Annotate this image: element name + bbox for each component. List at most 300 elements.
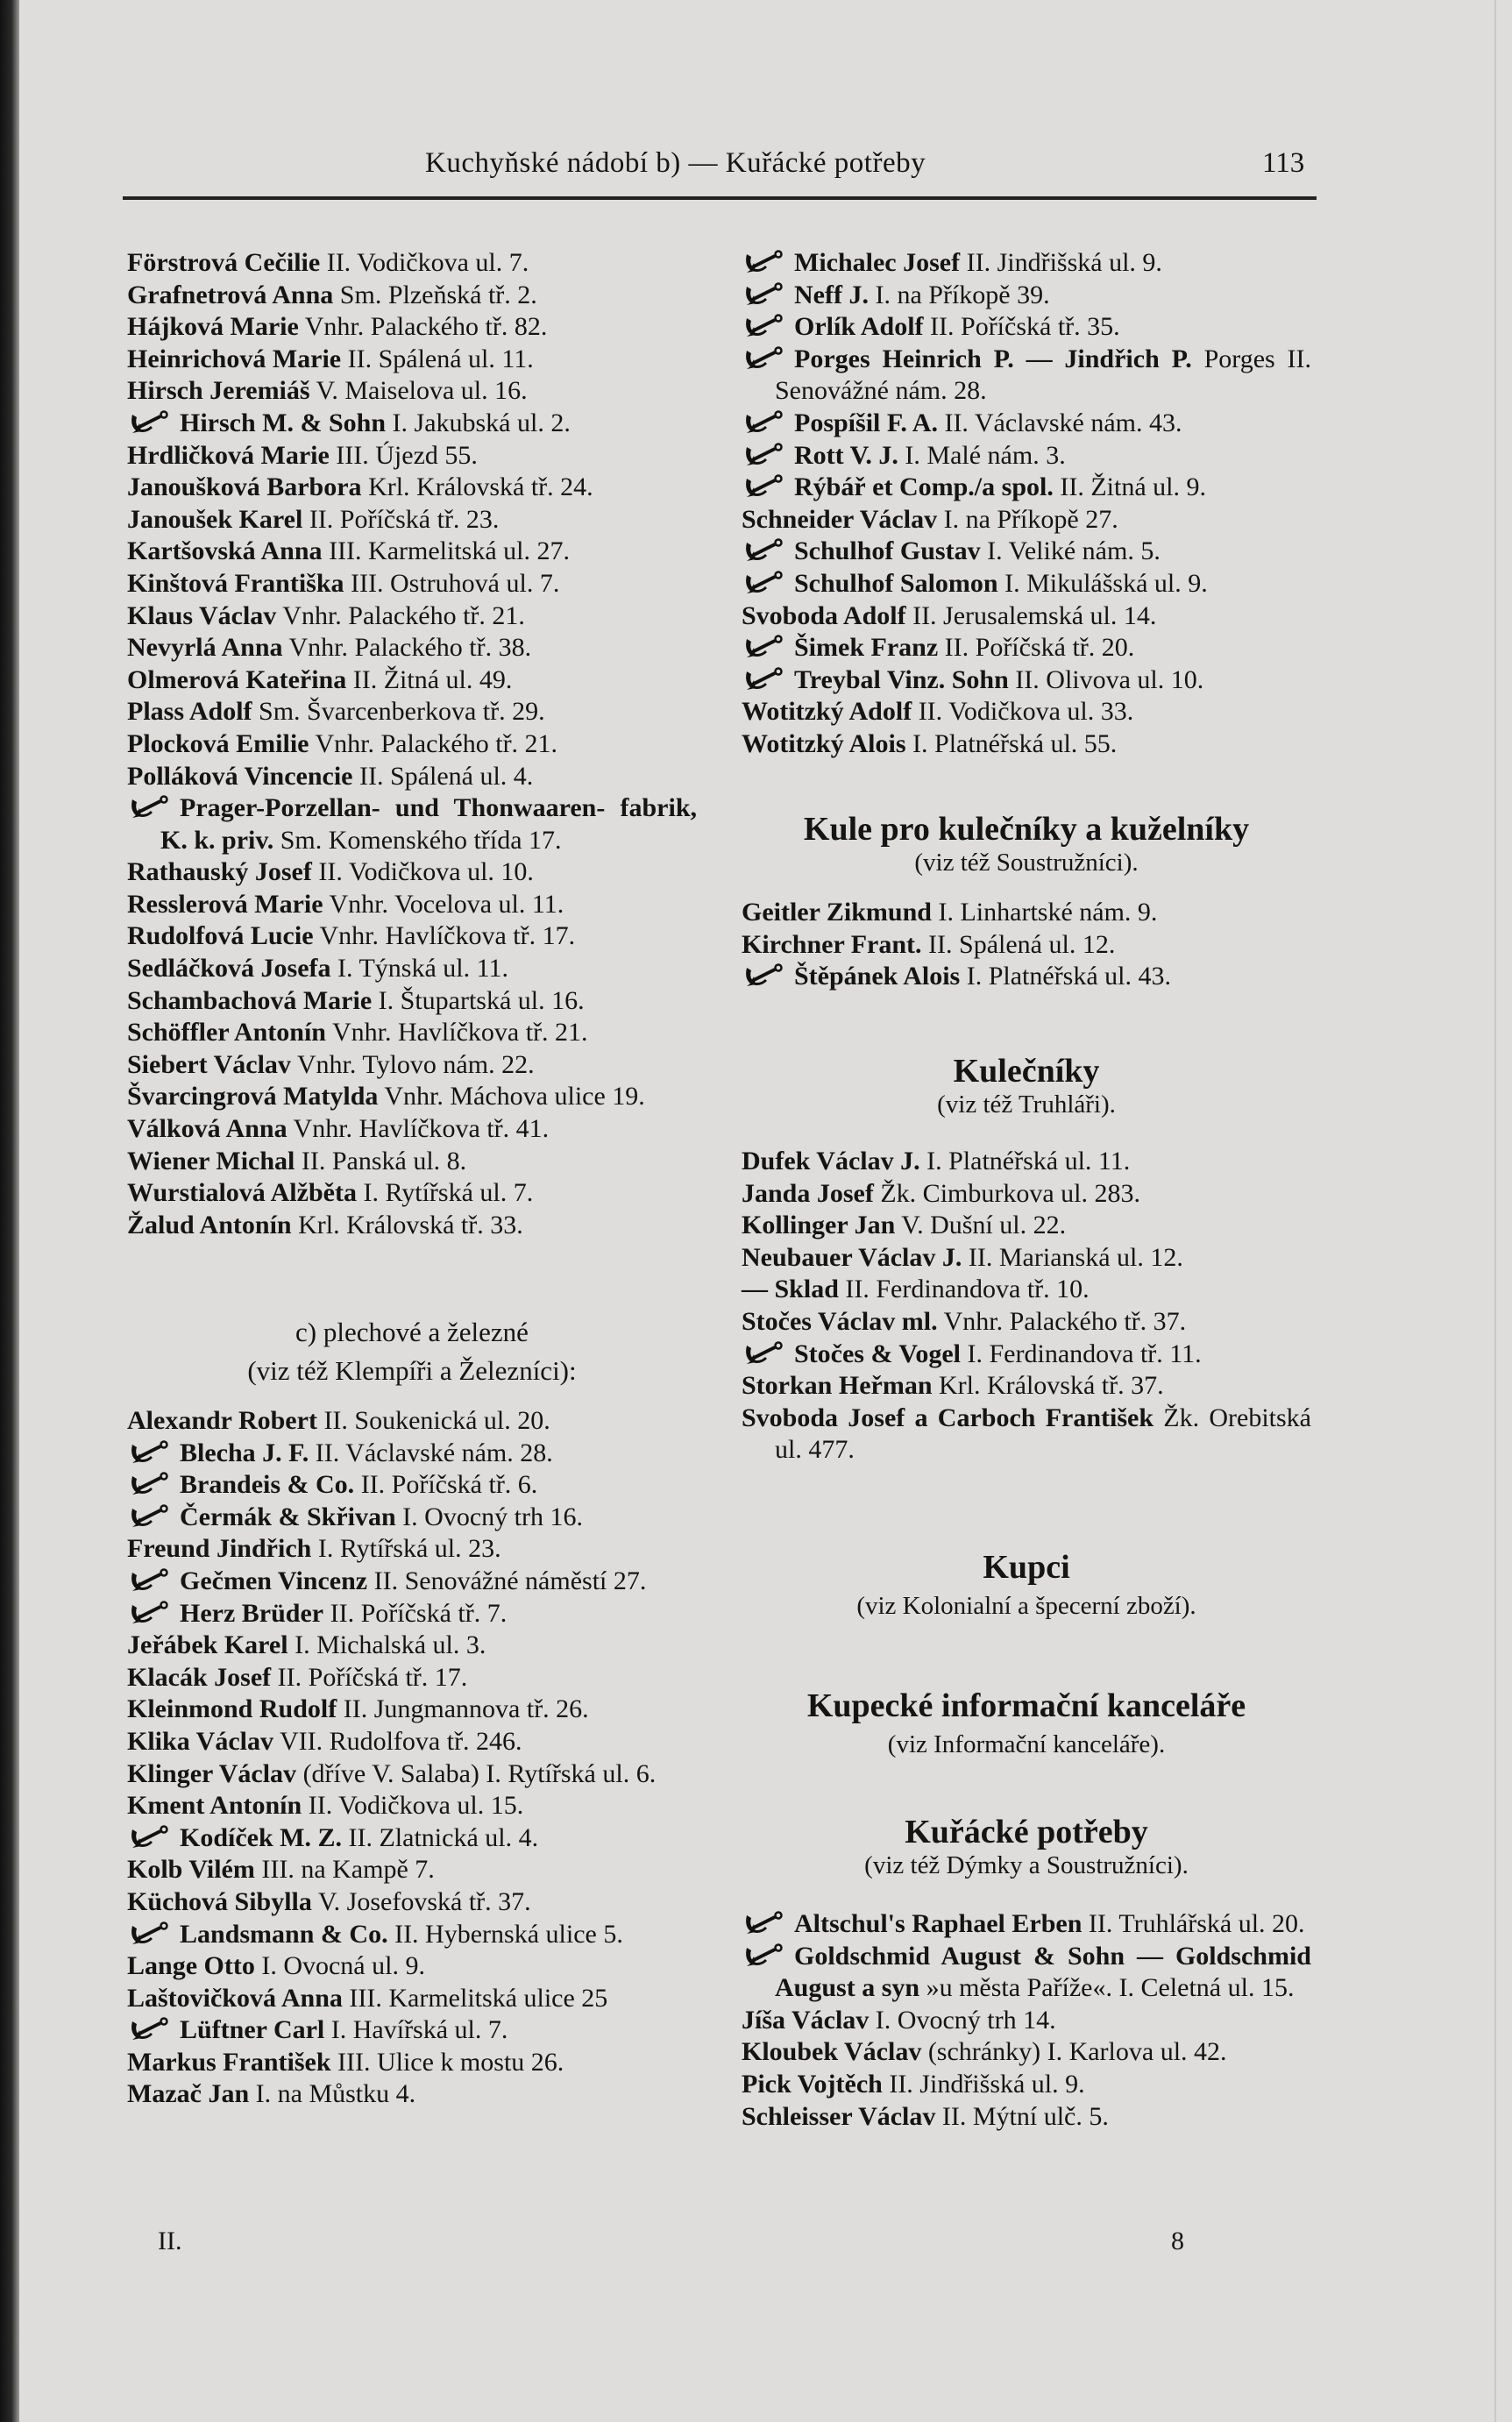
entry-address: I. Mikulášská ul. 9.	[1004, 568, 1208, 598]
entry-address: III. Ostruhová ul. 7.	[351, 568, 560, 598]
entry-address: II. Mýtní ulč. 5.	[941, 2101, 1109, 2131]
entry-name: Orlík Adolf	[794, 312, 924, 342]
entry-address: I. na Příkopě 27.	[943, 504, 1118, 534]
entry-address: V. Dušní ul. 22.	[901, 1211, 1067, 1240]
entry-name: Švarcingrová Matylda	[127, 1082, 379, 1112]
entry-address: I. Ovocný trh 16.	[402, 1502, 583, 1531]
entry-address: I. Štupartská ul. 16.	[378, 985, 585, 1015]
list-item	[127, 1758, 697, 1791]
list-item	[127, 600, 697, 633]
entry-address: I. Ovocná ul. 9.	[261, 1951, 425, 1981]
entry-address: II. Soukenická ul. 20.	[323, 1406, 550, 1435]
entry-name: Laštovičková Anna	[127, 1983, 343, 2013]
entry-address: I. na Můstku 4.	[255, 2079, 416, 2109]
entry-name: Wiener Michal	[127, 1146, 295, 1175]
anchor-icon	[742, 634, 794, 658]
list-item	[127, 504, 697, 536]
entry-address: Krl. Královská tř. 37.	[939, 1371, 1164, 1401]
list-item	[127, 1017, 697, 1049]
anchor-icon	[742, 666, 794, 691]
list-item	[742, 536, 1311, 568]
entry-address: II. Spálená ul. 12.	[928, 929, 1116, 959]
entry-address: III. Ulice k mostu 26.	[337, 2047, 564, 2077]
entry-name: Hirsch M. & Sohn	[180, 408, 387, 437]
entry-address: II. Spálená ul. 11.	[347, 344, 534, 373]
list-item	[127, 953, 697, 985]
entry-name: Michalec Josef	[794, 248, 961, 277]
entry-name: Pospíšil F. A.	[794, 408, 938, 437]
entry-address: II. Poříčská tř. 17.	[277, 1662, 468, 1692]
list-item	[127, 1049, 697, 1082]
list-item	[742, 1306, 1311, 1339]
list-item	[127, 1081, 697, 1113]
entry-address: Vnhr. Palackého tř. 37.	[943, 1306, 1187, 1336]
list-item	[127, 375, 697, 408]
list-item	[742, 440, 1311, 472]
left-footer: II.	[158, 2227, 182, 2255]
list-item	[127, 761, 697, 793]
entry-address: I. Platnéřská ul. 11.	[926, 1147, 1131, 1175]
list-item	[742, 664, 1311, 697]
anchor-icon	[742, 249, 794, 273]
entry-name: Janoušek Karel	[127, 504, 303, 534]
entry-name: Herz Brüder	[180, 1598, 324, 1628]
kule-list	[742, 897, 1311, 993]
list-item	[127, 1630, 697, 1662]
anchor-icon	[742, 537, 794, 562]
entry-address: II. Vodičkova ul. 10.	[318, 857, 534, 887]
anchor-icon	[127, 1567, 180, 1592]
entry-address: II. Jerusalemská ul. 14.	[912, 600, 1157, 630]
entry-name: Kolb Vilém	[127, 1855, 255, 1885]
section-title: Kuřácké potřeby	[905, 1814, 1148, 1850]
entry-address: I. Veliké nám. 5.	[987, 536, 1161, 566]
list-item	[742, 568, 1311, 600]
entry-name: Jíša Václav	[742, 2005, 870, 2035]
list-item	[127, 920, 697, 953]
entry-name: Válková Anna	[127, 1114, 287, 1144]
entry-name: Svoboda Josef a Carboch František	[742, 1403, 1154, 1432]
list-item	[127, 856, 697, 889]
scan-right-edge	[1494, 0, 1496, 2422]
entry-address: I. Týnská ul. 11.	[337, 954, 508, 984]
right-list-1	[742, 247, 1311, 761]
list-item	[127, 728, 697, 761]
list-item	[127, 344, 697, 376]
list-item	[742, 247, 1311, 280]
list-item	[127, 1566, 697, 1598]
entry-name: Rýbář et Comp./a spol.	[794, 472, 1054, 502]
section-title: Kupecké informační kanceláře	[806, 1687, 1246, 1724]
entry-address: II. Poříčská tř. 7.	[330, 1598, 508, 1628]
list-item	[127, 1469, 697, 1502]
anchor-icon	[127, 1921, 180, 1945]
entry-name: Schulhof Salomon	[794, 568, 998, 598]
entry-name: Wotitzký Alois	[742, 728, 906, 758]
anchor-icon	[127, 409, 180, 434]
section-see-also: (viz též Klempíři a Železníci):	[247, 1355, 577, 1386]
entry-name: Mazač Jan	[127, 2079, 250, 2109]
entry-address: II. Jindřišská ul. 9.	[966, 248, 1162, 277]
entry-address: III. Karmelitská ul. 27.	[329, 536, 570, 566]
entry-address: II. Ferdinandova tř. 10.	[845, 1275, 1090, 1304]
entry-name: Polláková Vincencie	[127, 761, 353, 791]
list-item	[127, 1662, 697, 1694]
list-item	[742, 728, 1311, 761]
entry-address: I. Jakubská ul. 2.	[392, 408, 571, 437]
entry-address: II. Žitná ul. 49.	[352, 664, 513, 694]
list-item	[127, 1790, 697, 1822]
entry-name: Küchová Sibylla	[127, 1886, 312, 1916]
entry-address: II. Truhlářská ul. 20.	[1088, 1909, 1305, 1938]
anchor-icon	[127, 1439, 180, 1464]
section-see-also: (viz též Dýmky a Soustružníci).	[864, 1851, 1189, 1879]
kulecniky-list	[742, 1146, 1311, 1467]
list-item	[742, 696, 1311, 728]
section-title: c) plechové a železné	[295, 1317, 529, 1347]
entry-address: I. Havířská ul. 7.	[330, 2015, 508, 2045]
entry-name: Žalud Antonín	[127, 1210, 292, 1239]
list-item	[127, 2014, 697, 2047]
list-item	[127, 1177, 697, 1210]
entry-address: I. Platnéřská ul. 43.	[966, 962, 1172, 991]
entry-name: Geitler Zikmund	[742, 898, 932, 927]
entry-name: Schneider Václav	[742, 504, 938, 534]
anchor-icon	[742, 1340, 794, 1365]
list-item	[742, 1370, 1311, 1403]
list-item	[127, 1886, 697, 1919]
entry-name: Kloubek Václav	[742, 2037, 922, 2067]
anchor-icon	[742, 1943, 794, 1967]
list-item	[127, 472, 697, 504]
section-see-also: (viz Informační kanceláře).	[887, 1730, 1166, 1758]
entry-name: Förstrová Cečilie	[127, 248, 321, 277]
entry-name: Schulhof Gustav	[794, 536, 981, 566]
entry-address: Vnhr. Palackého tř. 21.	[282, 600, 525, 630]
entry-name: Janda Josef	[742, 1178, 874, 1208]
list-item	[127, 280, 697, 312]
entry-address: I. Ferdinandova tř. 11.	[967, 1339, 1202, 1368]
list-item	[742, 961, 1311, 993]
entry-name: — Sklad	[742, 1275, 839, 1304]
entry-name: Neubauer Václav J.	[742, 1242, 962, 1272]
entry-name: Sedláčková Josefa	[127, 954, 331, 984]
list-item	[742, 897, 1311, 929]
list-item	[127, 1113, 697, 1146]
list-item	[127, 696, 697, 728]
entry-address: I. na Příkopě 39.	[875, 280, 1050, 309]
list-item	[127, 1533, 697, 1566]
entry-name: Wotitzký Adolf	[742, 697, 912, 727]
list-item	[127, 1694, 697, 1726]
entry-address: II. Marianská ul. 12.	[968, 1242, 1183, 1272]
entry-name: Stočes & Vogel	[794, 1339, 961, 1368]
entry-address: Vnhr. Palackého tř. 82.	[304, 312, 548, 342]
anchor-icon	[742, 345, 794, 370]
entry-address: V. Maiselova ul. 16.	[316, 376, 528, 406]
entry-name: Nevyrlá Anna	[127, 633, 283, 663]
entry-address: »u města Paříže«. I. Celetná ul. 15.	[926, 1973, 1295, 2003]
list-item	[127, 247, 697, 280]
list-item	[127, 889, 697, 921]
entry-name: Šimek Franz	[794, 633, 939, 663]
entry-name: Resslerová Marie	[127, 889, 323, 919]
entry-name: Dufek Václav J.	[742, 1147, 920, 1175]
entry-address: (schránky) I. Karlova ul. 42.	[927, 2037, 1227, 2067]
entry-name: Prager-Porzellan- und Thonwaaren- fabrik, K. k. priv.	[160, 793, 697, 855]
entry-name: Klaus Václav	[127, 600, 277, 630]
left-list-2	[127, 1405, 697, 2111]
entry-name: Klika Václav	[127, 1726, 273, 1756]
entry-name: Blecha J. F.	[180, 1438, 309, 1467]
anchor-icon	[742, 473, 794, 498]
entry-name: Alexandr Robert	[127, 1406, 317, 1435]
entry-name: Rott V. J.	[794, 440, 898, 470]
entry-address: I. Linhartské nám. 9.	[938, 898, 1158, 927]
list-item	[742, 344, 1311, 408]
list-item	[127, 2047, 697, 2079]
anchor-icon	[742, 570, 794, 594]
entry-name: Lange Otto	[127, 1951, 255, 1981]
entry-address: II. Žitná ul. 9.	[1060, 472, 1206, 502]
anchor-icon	[742, 313, 794, 337]
list-item	[742, 929, 1311, 962]
entry-name: Klinger Václav	[127, 1758, 297, 1788]
page-number: 113	[1262, 147, 1305, 179]
entry-address: Žk. Orebitská ul. 477.	[775, 1403, 1311, 1465]
entry-address: II. Václavské nám. 28.	[315, 1438, 553, 1467]
anchor-icon	[127, 1824, 180, 1849]
entry-name: Markus František	[127, 2047, 331, 2077]
entry-name: Štěpánek Alois	[794, 962, 961, 991]
entry-address: I. Rytířská ul. 7.	[363, 1178, 534, 1208]
entry-name: Landsmann & Co.	[180, 1919, 388, 1949]
entry-address: II. Senovážné náměstí 27.	[373, 1566, 647, 1595]
anchor-icon	[742, 962, 794, 987]
list-item	[742, 1941, 1311, 2005]
entry-name: Rathauský Josef	[127, 857, 312, 887]
anchor-icon	[127, 1503, 180, 1528]
entry-name: Hrdličková Marie	[127, 440, 330, 470]
list-item	[742, 1339, 1311, 1371]
entry-address: II. Václavské nám. 43.	[944, 408, 1182, 437]
entry-name: Hájková Marie	[127, 312, 299, 342]
entry-address: Vnhr. Palackého tř. 38.	[288, 633, 532, 663]
section-see-also: (viz též Soustružníci).	[914, 849, 1139, 877]
section-c-heading	[127, 1317, 697, 1387]
entry-name: Wurstialová Alžběta	[127, 1178, 357, 1208]
list-item	[742, 1242, 1311, 1275]
entry-address: II. Hybernská ulice 5.	[394, 1919, 623, 1949]
entry-address: Vnhr. Vocelova ul. 11.	[329, 889, 564, 919]
entry-name: Schöffler Antonín	[127, 1018, 326, 1048]
list-item	[127, 792, 697, 856]
section-kule-heading	[742, 810, 1311, 877]
entry-name: Storkan Heřman	[742, 1371, 933, 1401]
entry-name: Neff J.	[794, 280, 869, 309]
list-item	[742, 1146, 1311, 1178]
entry-address: III. Újezd 55.	[336, 440, 478, 470]
anchor-icon	[742, 1910, 794, 1935]
entry-address: Sm. Plzeňská tř. 2.	[339, 280, 537, 309]
list-item	[127, 985, 697, 1018]
list-item	[127, 1502, 697, 1534]
section-see-also: (viz též Truhláři).	[937, 1090, 1116, 1119]
list-item	[127, 1405, 697, 1438]
entry-name: Olmerová Kateřina	[127, 664, 347, 694]
entry-name: Kodíček M. Z.	[180, 1822, 342, 1852]
list-item	[742, 1210, 1311, 1242]
entry-address: II. Panská ul. 8.	[301, 1146, 467, 1175]
list-item	[127, 1146, 697, 1178]
entry-name: Gečmen Vincenz	[180, 1566, 368, 1595]
entry-name: Kment Antonín	[127, 1791, 302, 1821]
anchor-icon	[127, 794, 180, 819]
anchor-icon	[742, 442, 794, 466]
list-item	[127, 440, 697, 472]
entry-address: Vnhr. Havlíčkova tř. 17.	[319, 921, 576, 951]
kuracke-list	[742, 1908, 1311, 2133]
entry-name: Freund Jindřich	[127, 1534, 312, 1564]
entry-address: Vnhr. Havlíčkova tř. 41.	[293, 1114, 550, 1144]
entry-name: Porges Heinrich P. — Jindřich P.	[794, 344, 1192, 373]
entry-name: Siebert Václav	[127, 1049, 291, 1079]
list-item	[742, 504, 1311, 536]
section-see-also: (viz Kolonialní a špecerní zboží).	[856, 1592, 1196, 1620]
entry-address: III. na Kampě 7.	[261, 1855, 435, 1885]
entry-name: Brandeis & Co.	[180, 1470, 355, 1500]
entry-address: Porges II. Senovážné nám. 28.	[775, 344, 1312, 406]
list-item	[127, 1950, 697, 1983]
entry-address: Vnhr. Tylovo nám. 22.	[296, 1049, 535, 1079]
list-item	[127, 568, 697, 600]
scan-left-edge	[0, 0, 19, 2422]
list-item	[742, 2069, 1311, 2101]
header-rule	[123, 196, 1317, 200]
entry-address: III. Karmelitská ulice 25	[349, 1983, 608, 2013]
left-list-1	[127, 247, 697, 1241]
entry-address: II. Poříčská tř. 35.	[930, 312, 1120, 342]
list-item	[127, 1438, 697, 1470]
entry-address: II. Jindřišská ul. 9.	[889, 2069, 1085, 2099]
entry-name: Kinštová Františka	[127, 568, 344, 598]
anchor-icon	[742, 281, 794, 306]
list-item	[127, 1919, 697, 1951]
list-item	[127, 664, 697, 697]
entry-address: II. Poříčská tř. 6.	[360, 1470, 538, 1500]
section-kupci-heading	[742, 1548, 1311, 1621]
list-item	[127, 1598, 697, 1630]
entry-name: Čermák & Skřivan	[180, 1502, 396, 1531]
anchor-icon	[127, 2016, 180, 2041]
entry-address: Vnhr. Máchova ulice 19.	[384, 1082, 645, 1112]
running-header: Kuchyňské nádobí b) — Kuřácké potřeby	[425, 147, 926, 179]
list-item	[742, 1403, 1311, 1467]
list-item	[127, 408, 697, 440]
section-title: Kupci	[983, 1549, 1070, 1586]
entry-name: Svoboda Adolf	[742, 600, 906, 630]
section-kuracke-heading	[742, 1813, 1311, 1880]
entry-name: Schambachová Marie	[127, 985, 373, 1015]
entry-address: Sm. Komenského třída 17.	[280, 825, 562, 855]
entry-name: Grafnetrová Anna	[127, 280, 334, 309]
list-item	[742, 1908, 1311, 1941]
list-item	[742, 472, 1311, 504]
entry-name: Kirchner Frant.	[742, 929, 922, 959]
entry-name: Schleisser Václav	[742, 2101, 936, 2131]
entry-name: Plocková Emilie	[127, 728, 309, 758]
section-title: Kulečníky	[953, 1053, 1100, 1090]
list-item	[742, 280, 1311, 312]
list-item	[742, 1274, 1311, 1306]
list-item	[127, 1726, 697, 1758]
entry-name: Treybal Vinz. Sohn	[794, 664, 1009, 694]
list-item	[127, 536, 697, 568]
entry-address: Krl. Královská tř. 24.	[368, 472, 593, 502]
entry-address: I. Malé nám. 3.	[905, 440, 1066, 470]
entry-address: I. Ovocný trh 14.	[875, 2005, 1056, 2035]
list-item	[742, 311, 1311, 344]
entry-address: Sm. Švarcenberkova tř. 29.	[259, 697, 545, 727]
signature-mark: 8	[1171, 2227, 1184, 2255]
list-item	[742, 600, 1311, 633]
entry-address: II. Poříčská tř. 23.	[309, 504, 500, 534]
entry-address: II. Zlatnická ul. 4.	[348, 1822, 539, 1852]
list-item	[127, 1210, 697, 1242]
entry-name: Stočes Václav ml.	[742, 1306, 938, 1336]
list-item	[127, 1822, 697, 1855]
entry-name: Kleinmond Rudolf	[127, 1694, 337, 1724]
entry-address: II. Jungmannova tř. 26.	[343, 1694, 589, 1724]
entry-name: Klacák Josef	[127, 1662, 272, 1692]
list-item	[742, 2005, 1311, 2037]
anchor-icon	[742, 409, 794, 434]
entry-name: Goldschmid August & Sohn — Goldschmid August a syn	[775, 1941, 1311, 2003]
entry-name: Kartšovská Anna	[127, 536, 323, 566]
entry-address: II. Vodičkova ul. 15.	[308, 1791, 524, 1821]
anchor-icon	[127, 1600, 180, 1624]
section-kulecniky-heading	[742, 1052, 1311, 1119]
section-kupecke-heading	[742, 1687, 1311, 1759]
entry-name: Plass Adolf	[127, 697, 252, 727]
entry-name: Pick Vojtěch	[742, 2069, 883, 2099]
entry-address: (dříve V. Salaba) I. Rytířská ul. 6.	[302, 1758, 657, 1788]
entry-address: II. Vodičkova ul. 7.	[326, 248, 529, 277]
list-item	[742, 408, 1311, 440]
entry-name: Kollinger Jan	[742, 1211, 896, 1240]
entry-address: II. Spálená ul. 4.	[359, 761, 534, 791]
entry-name: Heinrichová Marie	[127, 344, 342, 373]
anchor-icon	[127, 1471, 180, 1495]
section-title: Kule pro kulečníky a kuželníky	[803, 811, 1250, 848]
entry-address: II. Olivova ul. 10.	[1015, 664, 1204, 694]
list-item	[742, 2036, 1311, 2069]
list-item	[127, 1983, 697, 2015]
entry-address: I. Rytířská ul. 23.	[317, 1534, 501, 1564]
entry-name: Rudolfová Lucie	[127, 921, 314, 951]
entry-address: Vnhr. Havlíčkova tř. 21.	[331, 1018, 588, 1048]
entry-address: V. Josefovská tř. 37.	[317, 1886, 531, 1916]
list-item	[127, 1854, 697, 1886]
entry-address: II. Vodičkova ul. 33.	[918, 697, 1134, 727]
entry-address: Krl. Královská tř. 33.	[298, 1210, 523, 1239]
entry-name: Lüftner Carl	[180, 2015, 325, 2045]
entry-address: I. Platnéřská ul. 55.	[912, 728, 1118, 758]
entry-name: Altschul's Raphael Erben	[794, 1909, 1083, 1938]
list-item	[127, 311, 697, 344]
entry-name: Jeřábek Karel	[127, 1630, 288, 1660]
entry-address: VII. Rudolfova tř. 246.	[279, 1726, 522, 1756]
